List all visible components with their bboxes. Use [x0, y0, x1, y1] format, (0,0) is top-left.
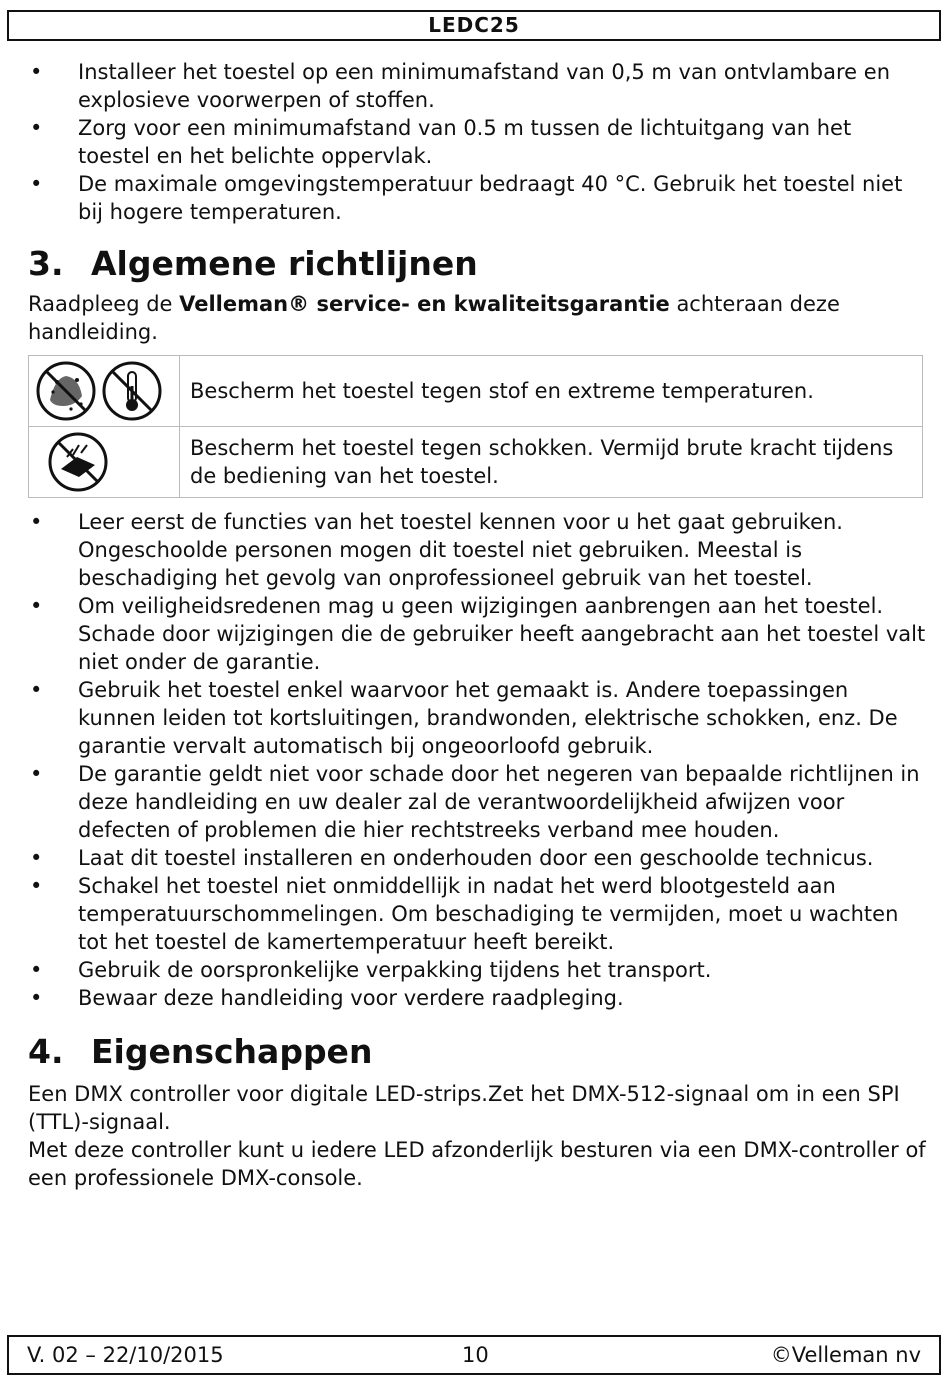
- safety-icon-table: [28, 355, 923, 498]
- table-row: [29, 356, 923, 427]
- bullet-icon: •: [30, 116, 43, 140]
- list-item: • Zorg voor een minimumafstand van 0.5 m tussen de lichtuitgang van het toestel en het belichte oppervlak.: [30, 116, 852, 168]
- section-3-intro: Raadpleeg de Velleman® service- en kwaliteitsgarantie achteraan deze handleiding.: [28, 292, 840, 344]
- page-number: 10: [462, 1343, 489, 1367]
- list-item: • De maximale omgevingstemperatuur bedraagt 40 °C. Gebruik het toestel niet bij hogere temperaturen.: [30, 172, 903, 224]
- list-item: • Bewaar deze handleiding voor verdere raadpleging.: [30, 986, 624, 1010]
- section-number: 4.: [28, 1032, 64, 1071]
- features-paragraph: Een DMX controller voor digitale LED-strips.Zet het DMX-512-signaal om in een SPI (TTL)-signaal.: [28, 1082, 900, 1134]
- bullet-icon: •: [30, 986, 43, 1010]
- bullet-icon: •: [30, 874, 43, 898]
- intro-bullet-list: [28, 58, 928, 226]
- bullet-icon: •: [30, 594, 43, 618]
- table-row: [29, 427, 923, 498]
- list-item: • Installeer het toestel op een minimumafstand van 0,5 m van ontvlambare en explosieve voorwerpen of stoffen.: [30, 60, 891, 112]
- list-item: • Gebruik het toestel enkel waarvoor het gemaakt is. Andere toepassingen kunnen leiden tot kortsluitingen, brandwonden, elektrische schokken, enz. De garantie vervalt automatisch bij ongeoorloofd gebruik.: [30, 678, 898, 758]
- list-item: • Om veiligheidsredenen mag u geen wijzigingen aanbrengen aan het toestel. Schade door wijzigingen die de gebruiker heeft aangebracht aan het toestel valt niet onder de garantie.: [30, 594, 926, 674]
- bullet-icon: •: [30, 846, 43, 870]
- warranty-reference: Velleman® service- en kwaliteitsgarantie: [179, 292, 670, 316]
- section-title: Eigenschappen: [91, 1032, 373, 1071]
- thermometer-icon: [101, 360, 163, 422]
- icon-cell: [29, 427, 180, 498]
- guideline-bullet-list: [28, 508, 928, 1012]
- copyright: ©Velleman nv: [770, 1343, 921, 1367]
- bullet-icon: •: [30, 172, 43, 196]
- features-paragraph: Met deze controller kunt u iedere LED afzonderlijk besturen via een DMX-controller of een professionele DMX-console.: [28, 1138, 926, 1190]
- no-dust-icon: [35, 360, 97, 422]
- icon-cell: [29, 356, 180, 427]
- list-item: • Schakel het toestel niet onmiddellijk in nadat het werd blootgesteld aan temperatuurschommelingen. Om beschadiging te vermijden, moet u wachten tot het toestel de kamertemperatuur heeft bereikt.: [30, 874, 899, 954]
- section-title: Algemene richtlijnen: [91, 244, 478, 283]
- bullet-icon: •: [30, 958, 43, 982]
- no-shock-icon: [47, 431, 109, 493]
- list-item: • Laat dit toestel installeren en onderhouden door een geschoolde technicus.: [30, 846, 874, 870]
- model-title: LEDC25: [428, 13, 520, 37]
- version-date: V. 02 – 22/10/2015: [27, 1343, 224, 1367]
- bullet-icon: •: [30, 510, 43, 534]
- bullet-icon: •: [30, 762, 43, 786]
- table-text-cell: Bescherm het toestel tegen schokken. Vermijd brute kracht tijdens de bediening van het toestel.: [180, 427, 923, 498]
- section-4-heading: [28, 1030, 928, 1074]
- list-item: • Gebruik de oorspronkelijke verpakking tijdens het transport.: [30, 958, 712, 982]
- bullet-icon: •: [30, 678, 43, 702]
- section-number: 3.: [28, 244, 64, 283]
- bullet-icon: •: [30, 60, 43, 84]
- list-item: • Leer eerst de functies van het toestel kennen voor u het gaat gebruiken. Ongeschoolde personen mogen dit toestel niet gebruiken. Meestal is beschadiging het gevolg van onprofessioneel gebruik van het toestel.: [30, 510, 843, 590]
- page-header: [7, 10, 941, 41]
- table-text-cell: Bescherm het toestel tegen stof en extreme temperaturen.: [180, 356, 923, 427]
- page-footer: [7, 1335, 941, 1375]
- section-3-heading: [28, 242, 928, 286]
- list-item: • De garantie geldt niet voor schade door het negeren van bepaalde richtlijnen in deze handleiding en uw dealer zal de verantwoordelijkheid afwijzen voor defecten of problemen die hier rechtstreeks verband mee houden.: [30, 762, 920, 842]
- page-content: [28, 58, 928, 1192]
